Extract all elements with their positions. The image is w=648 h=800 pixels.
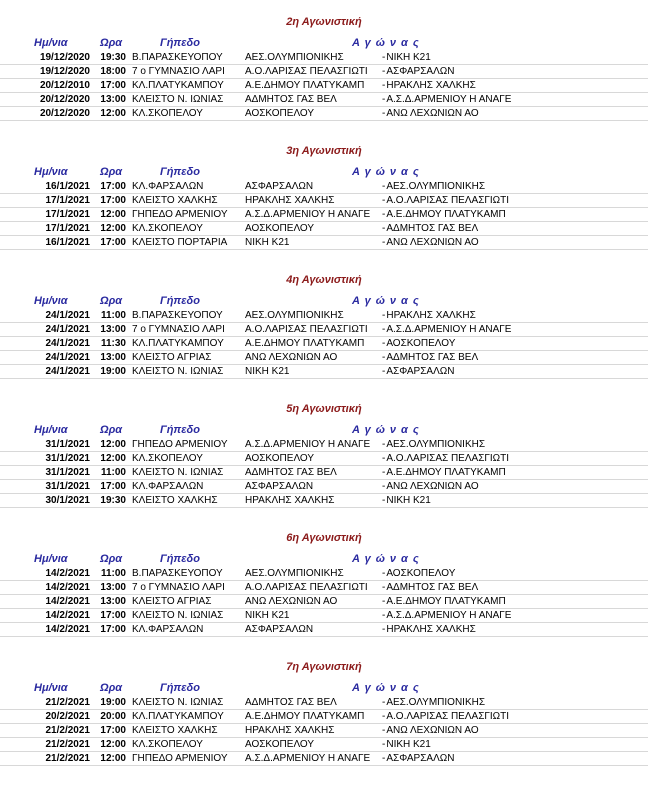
header-venue: Γήπεδο bbox=[160, 424, 200, 436]
round-title: 7η Αγωνιστική bbox=[286, 661, 362, 673]
game-time: 17:00 bbox=[100, 725, 126, 736]
game-date: 19/12/2020 bbox=[39, 66, 90, 77]
home-team: ΑΟΣΚΟΠΕΛΟΥ bbox=[245, 223, 315, 234]
game-row bbox=[0, 724, 648, 738]
round-title: 5η Αγωνιστική bbox=[286, 403, 362, 415]
home-team: ΑΔΜΗΤΟΣ ΓΑΣ ΒΕΛ bbox=[245, 697, 337, 708]
game-venue: ΚΛΕΙΣΤΟ Ν. ΙΩΝΙΑΣ bbox=[132, 610, 224, 621]
away-team: - ΑΝΩ ΛΕΧΩΝΙΩΝ ΑΟ bbox=[382, 480, 542, 493]
home-team: ΝΙΚΗ Κ21 bbox=[245, 366, 290, 377]
header-venue: Γήπεδο bbox=[160, 553, 200, 565]
away-team: - ΑΝΩ ΛΕΧΩΝΙΩΝ ΑΟ bbox=[382, 236, 542, 249]
game-time: 17:00 bbox=[100, 624, 126, 635]
game-time: 11:30 bbox=[100, 338, 126, 349]
header-match: Αγώνας bbox=[352, 295, 424, 307]
home-team: Α.Σ.Δ.ΑΡΜΕΝΙΟΥ Η ΑΝΑΓΕ bbox=[245, 753, 371, 764]
game-venue: ΚΛΕΙΣΤΟ ΧΑΛΚΗΣ bbox=[132, 495, 218, 506]
game-row bbox=[0, 738, 648, 752]
game-venue: ΚΛΕΙΣΤΟ Ν. ΙΩΝΙΑΣ bbox=[132, 94, 224, 105]
header-time: Ωρα bbox=[100, 295, 123, 307]
game-date: 17/1/2021 bbox=[45, 223, 90, 234]
column-header-row bbox=[0, 424, 648, 438]
game-row bbox=[0, 309, 648, 323]
away-team: - ΑΔΜΗΤΟΣ ΓΑΣ ΒΕΛ bbox=[382, 222, 542, 235]
away-team: - ΑΔΜΗΤΟΣ ΓΑΣ ΒΕΛ bbox=[382, 581, 542, 594]
game-venue: ΚΛ.ΦΑΡΣΑΛΩΝ bbox=[132, 181, 204, 192]
game-row bbox=[0, 752, 648, 766]
game-date: 14/2/2021 bbox=[45, 582, 90, 593]
game-date: 30/1/2021 bbox=[45, 495, 90, 506]
header-date: Ημ/νια bbox=[34, 37, 68, 49]
game-time: 12:00 bbox=[100, 453, 126, 464]
game-venue: ΓΗΠΕΔΟ ΑΡΜΕΝΙΟΥ bbox=[132, 753, 228, 764]
game-date: 21/2/2021 bbox=[45, 725, 90, 736]
game-time: 13:00 bbox=[100, 596, 126, 607]
away-team: - ΗΡΑΚΛΗΣ ΧΑΛΚΗΣ bbox=[382, 79, 542, 92]
game-date: 16/1/2021 bbox=[45, 237, 90, 248]
home-team: ΑΕΣ.ΟΛΥΜΠΙΟΝΙΚΗΣ bbox=[245, 568, 344, 579]
away-team: - Α.Ε.ΔΗΜΟΥ ΠΛΑΤΥΚΑΜΠ bbox=[382, 208, 542, 221]
game-time: 19:00 bbox=[100, 697, 126, 708]
game-time: 17:00 bbox=[100, 237, 126, 248]
header-time: Ωρα bbox=[100, 424, 123, 436]
game-time: 13:00 bbox=[100, 352, 126, 363]
games-list bbox=[0, 438, 648, 508]
away-team: - ΝΙΚΗ Κ21 bbox=[382, 51, 542, 64]
round-title: 3η Αγωνιστική bbox=[286, 145, 362, 157]
round-title: 2η Αγωνιστική bbox=[286, 16, 362, 28]
game-row bbox=[0, 93, 648, 107]
game-date: 17/1/2021 bbox=[45, 209, 90, 220]
game-time: 12:00 bbox=[100, 753, 126, 764]
header-time: Ωρα bbox=[100, 166, 123, 178]
game-date: 14/2/2021 bbox=[45, 596, 90, 607]
game-row bbox=[0, 623, 648, 637]
away-team: - Α.Ο.ΛΑΡΙΣΑΣ ΠΕΛΑΣΓΙΩΤΙ bbox=[382, 710, 542, 723]
header-time: Ωρα bbox=[100, 682, 123, 694]
game-venue: 7 ο ΓΥΜΝΑΣΙΟ ΛΑΡΙ bbox=[132, 582, 225, 593]
game-date: 20/12/2010 bbox=[39, 80, 90, 91]
game-time: 11:00 bbox=[100, 467, 126, 478]
game-venue: ΚΛ.ΣΚΟΠΕΛΟΥ bbox=[132, 453, 203, 464]
game-date: 14/2/2021 bbox=[45, 610, 90, 621]
game-venue: Β.ΠΑΡΑΣΚΕΥΟΠΟΥ bbox=[132, 310, 223, 321]
away-team: - ΝΙΚΗ Κ21 bbox=[382, 738, 542, 751]
game-time: 19:30 bbox=[100, 495, 126, 506]
away-team: - Α.Ο.ΛΑΡΙΣΑΣ ΠΕΛΑΣΓΙΩΤΙ bbox=[382, 194, 542, 207]
header-match: Αγώνας bbox=[352, 37, 424, 49]
game-date: 31/1/2021 bbox=[45, 467, 90, 478]
game-venue: ΚΛΕΙΣΤΟ ΑΓΡΙΑΣ bbox=[132, 596, 212, 607]
column-header-row bbox=[0, 553, 648, 567]
home-team: ΗΡΑΚΛΗΣ ΧΑΛΚΗΣ bbox=[245, 195, 335, 206]
home-team: ΑΕΣ.ΟΛΥΜΠΙΟΝΙΚΗΣ bbox=[245, 310, 344, 321]
game-venue: ΚΛ.ΠΛΑΤΥΚΑΜΠΟΥ bbox=[132, 80, 224, 91]
home-team: ΑΔΜΗΤΟΣ ΓΑΣ ΒΕΛ bbox=[245, 94, 337, 105]
game-row bbox=[0, 365, 648, 379]
away-team: - ΑΣΦΑΡΣΑΛΩΝ bbox=[382, 65, 542, 78]
away-team: - Α.Σ.Δ.ΑΡΜΕΝΙΟΥ Η ΑΝΑΓΕ bbox=[382, 609, 542, 622]
home-team: ΑΔΜΗΤΟΣ ΓΑΣ ΒΕΛ bbox=[245, 467, 337, 478]
game-venue: ΚΛΕΙΣΤΟ Ν. ΙΩΝΙΑΣ bbox=[132, 366, 224, 377]
game-row bbox=[0, 438, 648, 452]
header-date: Ημ/νια bbox=[34, 295, 68, 307]
game-date: 17/1/2021 bbox=[45, 195, 90, 206]
game-venue: 7 ο ΓΥΜΝΑΣΙΟ ΛΑΡΙ bbox=[132, 66, 225, 77]
away-team: - Α.Σ.Δ.ΑΡΜΕΝΙΟΥ Η ΑΝΑΓΕ bbox=[382, 323, 542, 336]
game-row bbox=[0, 351, 648, 365]
games-list bbox=[0, 567, 648, 637]
game-time: 17:00 bbox=[100, 195, 126, 206]
game-venue: ΓΗΠΕΔΟ ΑΡΜΕΝΙΟΥ bbox=[132, 439, 228, 450]
home-team: ΝΙΚΗ Κ21 bbox=[245, 237, 290, 248]
game-date: 14/2/2021 bbox=[45, 624, 90, 635]
game-venue: ΚΛΕΙΣΤΟ Ν. ΙΩΝΙΑΣ bbox=[132, 467, 224, 478]
home-team: Α.Ε.ΔΗΜΟΥ ΠΛΑΤΥΚΑΜΠ bbox=[245, 338, 365, 349]
away-team: - ΝΙΚΗ Κ21 bbox=[382, 494, 542, 507]
home-team: ΑΝΩ ΛΕΧΩΝΙΩΝ ΑΟ bbox=[245, 352, 338, 363]
header-venue: Γήπεδο bbox=[160, 682, 200, 694]
game-venue: ΚΛΕΙΣΤΟ ΧΑΛΚΗΣ bbox=[132, 725, 218, 736]
game-date: 24/1/2021 bbox=[45, 352, 90, 363]
game-row bbox=[0, 208, 648, 222]
header-time: Ωρα bbox=[100, 553, 123, 565]
game-venue: ΚΛ.ΣΚΟΠΕΛΟΥ bbox=[132, 108, 203, 119]
home-team: Α.Ο.ΛΑΡΙΣΑΣ ΠΕΛΑΣΓΙΩΤΙ bbox=[245, 66, 368, 77]
game-date: 20/12/2020 bbox=[39, 108, 90, 119]
home-team: Α.Σ.Δ.ΑΡΜΕΝΙΟΥ Η ΑΝΑΓΕ bbox=[245, 209, 371, 220]
game-date: 20/12/2020 bbox=[39, 94, 90, 105]
game-date: 16/1/2021 bbox=[45, 181, 90, 192]
game-row bbox=[0, 595, 648, 609]
game-row bbox=[0, 180, 648, 194]
away-team: - Α.Σ.Δ.ΑΡΜΕΝΙΟΥ Η ΑΝΑΓΕ bbox=[382, 93, 542, 106]
game-row bbox=[0, 466, 648, 480]
header-venue: Γήπεδο bbox=[160, 295, 200, 307]
games-list bbox=[0, 696, 648, 766]
game-row bbox=[0, 696, 648, 710]
game-time: 11:00 bbox=[100, 310, 126, 321]
game-time: 20:00 bbox=[100, 711, 126, 722]
game-date: 20/2/2021 bbox=[45, 711, 90, 722]
game-time: 12:00 bbox=[100, 209, 126, 220]
game-row bbox=[0, 107, 648, 121]
game-time: 13:00 bbox=[100, 94, 126, 105]
away-team: - ΑΔΜΗΤΟΣ ΓΑΣ ΒΕΛ bbox=[382, 351, 542, 364]
game-time: 19:00 bbox=[100, 366, 126, 377]
home-team: ΑΕΣ.ΟΛΥΜΠΙΟΝΙΚΗΣ bbox=[245, 52, 344, 63]
games-list bbox=[0, 180, 648, 250]
game-venue: ΚΛΕΙΣΤΟ Ν. ΙΩΝΙΑΣ bbox=[132, 697, 224, 708]
column-header-row bbox=[0, 37, 648, 51]
game-row bbox=[0, 51, 648, 65]
game-time: 17:00 bbox=[100, 80, 126, 91]
home-team: Α.Ο.ΛΑΡΙΣΑΣ ΠΕΛΑΣΓΙΩΤΙ bbox=[245, 582, 368, 593]
game-date: 31/1/2021 bbox=[45, 453, 90, 464]
game-time: 12:00 bbox=[100, 439, 126, 450]
game-row bbox=[0, 236, 648, 250]
home-team: Α.Ε.ΔΗΜΟΥ ΠΛΑΤΥΚΑΜΠ bbox=[245, 711, 365, 722]
game-row bbox=[0, 222, 648, 236]
game-time: 17:00 bbox=[100, 610, 126, 621]
header-date: Ημ/νια bbox=[34, 553, 68, 565]
header-date: Ημ/νια bbox=[34, 166, 68, 178]
game-venue: ΚΛΕΙΣΤΟ ΑΓΡΙΑΣ bbox=[132, 352, 212, 363]
game-row bbox=[0, 581, 648, 595]
game-row bbox=[0, 65, 648, 79]
game-venue: Β.ΠΑΡΑΣΚΕΥΟΠΟΥ bbox=[132, 568, 223, 579]
game-venue: ΚΛ.ΦΑΡΣΑΛΩΝ bbox=[132, 481, 204, 492]
away-team: - ΑΣΦΑΡΣΑΛΩΝ bbox=[382, 752, 542, 765]
away-team: - ΑΝΩ ΛΕΧΩΝΙΩΝ ΑΟ bbox=[382, 107, 542, 120]
game-date: 24/1/2021 bbox=[45, 324, 90, 335]
away-team: - ΑΣΦΑΡΣΑΛΩΝ bbox=[382, 365, 542, 378]
game-venue: Β.ΠΑΡΑΣΚΕΥΟΠΟΥ bbox=[132, 52, 223, 63]
game-row bbox=[0, 323, 648, 337]
header-match: Αγώνας bbox=[352, 424, 424, 436]
game-venue: ΚΛ.ΠΛΑΤΥΚΑΜΠΟΥ bbox=[132, 711, 224, 722]
away-team: - ΑΕΣ.ΟΛΥΜΠΙΟΝΙΚΗΣ bbox=[382, 696, 542, 709]
game-venue: ΚΛΕΙΣΤΟ ΧΑΛΚΗΣ bbox=[132, 195, 218, 206]
game-venue: ΚΛ.ΣΚΟΠΕΛΟΥ bbox=[132, 223, 203, 234]
away-team: - ΑΟΣΚΟΠΕΛΟΥ bbox=[382, 337, 542, 350]
home-team: ΑΣΦΑΡΣΑΛΩΝ bbox=[245, 624, 314, 635]
column-header-row bbox=[0, 166, 648, 180]
game-row bbox=[0, 79, 648, 93]
home-team: ΑΟΣΚΟΠΕΛΟΥ bbox=[245, 453, 315, 464]
game-date: 24/1/2021 bbox=[45, 366, 90, 377]
game-date: 21/2/2021 bbox=[45, 753, 90, 764]
game-date: 19/12/2020 bbox=[39, 52, 90, 63]
game-row bbox=[0, 337, 648, 351]
home-team: ΑΟΣΚΟΠΕΛΟΥ bbox=[245, 739, 315, 750]
game-venue: 7 ο ΓΥΜΝΑΣΙΟ ΛΑΡΙ bbox=[132, 324, 225, 335]
game-row bbox=[0, 609, 648, 623]
game-date: 21/2/2021 bbox=[45, 697, 90, 708]
game-time: 12:00 bbox=[100, 108, 126, 119]
home-team: Α.Ο.ΛΑΡΙΣΑΣ ΠΕΛΑΣΓΙΩΤΙ bbox=[245, 324, 368, 335]
game-date: 31/1/2021 bbox=[45, 439, 90, 450]
game-time: 11:00 bbox=[100, 568, 126, 579]
game-date: 31/1/2021 bbox=[45, 481, 90, 492]
home-team: ΑΣΦΑΡΣΑΛΩΝ bbox=[245, 181, 314, 192]
game-row bbox=[0, 567, 648, 581]
away-team: - ΑΕΣ.ΟΛΥΜΠΙΟΝΙΚΗΣ bbox=[382, 438, 542, 451]
column-header-row bbox=[0, 295, 648, 309]
away-team: - ΑΟΣΚΟΠΕΛΟΥ bbox=[382, 567, 542, 580]
header-date: Ημ/νια bbox=[34, 424, 68, 436]
game-date: 21/2/2021 bbox=[45, 739, 90, 750]
game-time: 18:00 bbox=[100, 66, 126, 77]
header-match: Αγώνας bbox=[352, 166, 424, 178]
away-team: - ΗΡΑΚΛΗΣ ΧΑΛΚΗΣ bbox=[382, 309, 542, 322]
game-row bbox=[0, 710, 648, 724]
header-venue: Γήπεδο bbox=[160, 37, 200, 49]
away-team: - Α.Ε.ΔΗΜΟΥ ΠΛΑΤΥΚΑΜΠ bbox=[382, 595, 542, 608]
game-time: 19:30 bbox=[100, 52, 126, 63]
home-team: ΗΡΑΚΛΗΣ ΧΑΛΚΗΣ bbox=[245, 725, 335, 736]
game-venue: ΚΛ.ΣΚΟΠΕΛΟΥ bbox=[132, 739, 203, 750]
game-row bbox=[0, 194, 648, 208]
header-time: Ωρα bbox=[100, 37, 123, 49]
away-team: - Α.Ο.ΛΑΡΙΣΑΣ ΠΕΛΑΣΓΙΩΤΙ bbox=[382, 452, 542, 465]
away-team: - Α.Ε.ΔΗΜΟΥ ΠΛΑΤΥΚΑΜΠ bbox=[382, 466, 542, 479]
home-team: ΝΙΚΗ Κ21 bbox=[245, 610, 290, 621]
header-match: Αγώνας bbox=[352, 553, 424, 565]
column-header-row bbox=[0, 682, 648, 696]
games-list bbox=[0, 51, 648, 121]
home-team: ΑΝΩ ΛΕΧΩΝΙΩΝ ΑΟ bbox=[245, 596, 338, 607]
header-venue: Γήπεδο bbox=[160, 166, 200, 178]
home-team: ΑΣΦΑΡΣΑΛΩΝ bbox=[245, 481, 314, 492]
game-row bbox=[0, 480, 648, 494]
game-date: 24/1/2021 bbox=[45, 310, 90, 321]
game-venue: ΓΗΠΕΔΟ ΑΡΜΕΝΙΟΥ bbox=[132, 209, 228, 220]
home-team: Α.Σ.Δ.ΑΡΜΕΝΙΟΥ Η ΑΝΑΓΕ bbox=[245, 439, 371, 450]
away-team: - ΗΡΑΚΛΗΣ ΧΑΛΚΗΣ bbox=[382, 623, 542, 636]
game-time: 13:00 bbox=[100, 582, 126, 593]
game-time: 12:00 bbox=[100, 223, 126, 234]
round-title: 6η Αγωνιστική bbox=[286, 532, 362, 544]
game-time: 12:00 bbox=[100, 739, 126, 750]
game-time: 17:00 bbox=[100, 181, 126, 192]
game-venue: ΚΛ.ΠΛΑΤΥΚΑΜΠΟΥ bbox=[132, 338, 224, 349]
away-team: - ΑΝΩ ΛΕΧΩΝΙΩΝ ΑΟ bbox=[382, 724, 542, 737]
away-team: - ΑΕΣ.ΟΛΥΜΠΙΟΝΙΚΗΣ bbox=[382, 180, 542, 193]
header-match: Αγώνας bbox=[352, 682, 424, 694]
game-venue: ΚΛ.ΦΑΡΣΑΛΩΝ bbox=[132, 624, 204, 635]
round-title: 4η Αγωνιστική bbox=[286, 274, 362, 286]
games-list bbox=[0, 309, 648, 379]
home-team: Α.Ε.ΔΗΜΟΥ ΠΛΑΤΥΚΑΜΠ bbox=[245, 80, 365, 91]
game-time: 17:00 bbox=[100, 481, 126, 492]
home-team: ΗΡΑΚΛΗΣ ΧΑΛΚΗΣ bbox=[245, 495, 335, 506]
game-row bbox=[0, 494, 648, 508]
header-date: Ημ/νια bbox=[34, 682, 68, 694]
game-time: 13:00 bbox=[100, 324, 126, 335]
game-venue: ΚΛΕΙΣΤΟ ΠΟΡΤΑΡΙΑ bbox=[132, 237, 228, 248]
game-date: 14/2/2021 bbox=[45, 568, 90, 579]
game-date: 24/1/2021 bbox=[45, 338, 90, 349]
home-team: ΑΟΣΚΟΠΕΛΟΥ bbox=[245, 108, 315, 119]
game-row bbox=[0, 452, 648, 466]
